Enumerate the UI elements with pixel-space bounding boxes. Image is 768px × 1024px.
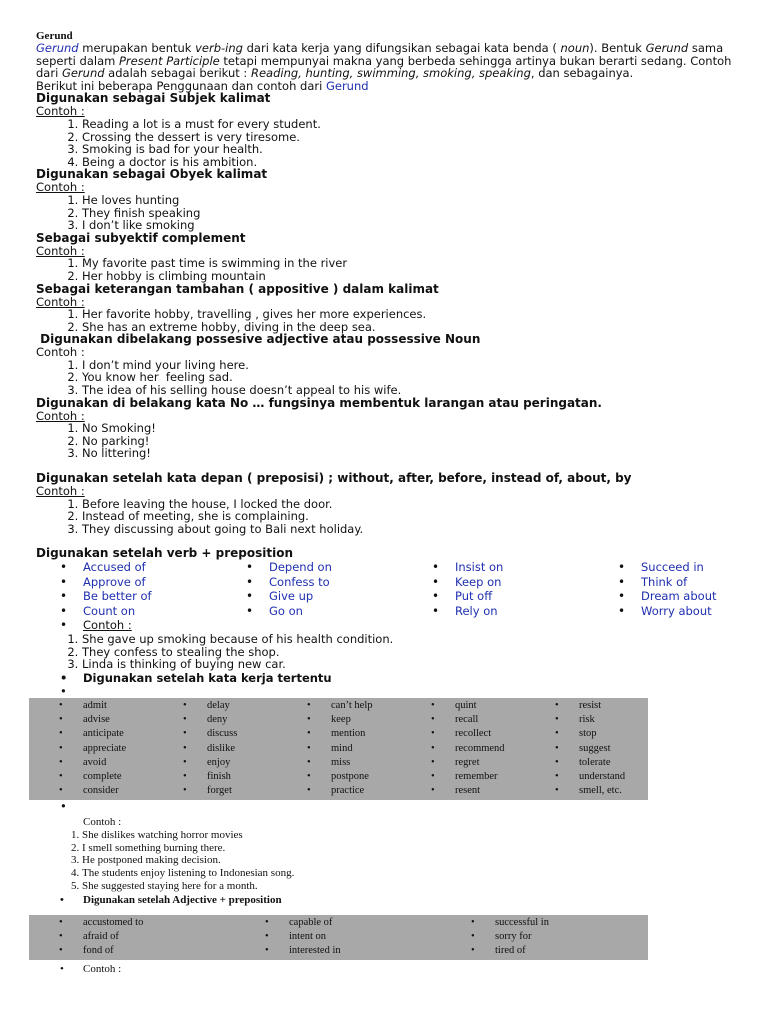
list-item: 3. They discussing about going to Bali next holiday. — [82, 523, 736, 536]
list-item: 2. Instead of meeting, she is complaining. — [82, 510, 736, 523]
list-item: 1. My favorite past time is swimming in the river — [82, 257, 736, 270]
page-title: Gerund — [36, 30, 73, 42]
list-item: • quint — [401, 699, 525, 713]
list-item: • resent — [401, 784, 525, 798]
list-item: • risk — [525, 713, 648, 727]
list-item: 1. He loves hunting — [82, 194, 736, 207]
contoh-label: • Contoh : — [36, 618, 222, 633]
example-list — [36, 257, 736, 282]
section-heading: Digunakan setelah kata depan ( preposisi) ; without, after, before, instead of, about, by — [36, 471, 632, 486]
section-heading: Sebagai keterangan tambahan ( appositive ) dalam kalimat — [36, 281, 439, 296]
list-item: • Approve of — [36, 575, 222, 590]
list-item: • admit — [29, 699, 153, 713]
adjective-list-box — [29, 915, 648, 960]
list-item: 2. I smell something burning there. — [82, 842, 736, 855]
list-item: • keep — [277, 713, 401, 727]
list-item: • Count on — [36, 604, 222, 619]
list-item: • miss — [277, 756, 401, 770]
list-item: • avoid — [29, 756, 153, 770]
example-list — [36, 308, 736, 333]
example-list — [36, 194, 736, 232]
list-item: • Think of — [594, 575, 734, 590]
example-list — [36, 422, 736, 460]
list-item: • complete — [29, 770, 153, 784]
list-item: • remember — [401, 770, 525, 784]
list-item: 4. Being a doctor is his ambition. — [82, 156, 736, 169]
list-item: • recommend — [401, 742, 525, 756]
list-item: 3. I don’t like smoking — [82, 219, 736, 232]
list-item: • discuss — [153, 727, 277, 741]
list-item: 3. Linda is thinking of buying new car. — [82, 658, 736, 671]
list-item: 1. She gave up smoking because of his health condition. — [82, 633, 736, 646]
contoh-label: Contoh : — [36, 243, 85, 258]
contoh-label: Contoh : — [83, 815, 122, 828]
list-item: 1. She dislikes watching horror movies — [82, 829, 736, 842]
list-item: 2. She has an extreme hobby, diving in the deep sea. — [82, 321, 736, 334]
list-item: 2. No parking! — [82, 435, 736, 448]
list-item: • smell, etc. — [525, 784, 648, 798]
list-item: 1. Her favorite hobby, travelling , gives her more experiences. — [82, 308, 736, 321]
list-item: • Rely on — [408, 604, 594, 619]
list-item: • successful in — [441, 916, 648, 930]
list-item: • interested in — [235, 944, 441, 958]
list-item: 1. No Smoking! — [82, 422, 736, 435]
list-item: • advise — [29, 713, 153, 727]
example-list — [36, 633, 736, 671]
list-item: • stop — [525, 727, 648, 741]
list-item: 5. She suggested staying here for a month. — [82, 880, 736, 893]
list-item: • dislike — [153, 742, 277, 756]
list-item: • mention — [277, 727, 401, 741]
empty-bullet — [36, 800, 736, 813]
list-item: • resist — [525, 699, 648, 713]
list-item: • Be better of — [36, 589, 222, 604]
document-page — [36, 30, 736, 976]
list-item: • understand — [525, 770, 648, 784]
list-item: • afraid of — [29, 930, 235, 944]
list-item: 3. Smoking is bad for your health. — [82, 143, 736, 156]
list-item: • tolerate — [525, 756, 648, 770]
list-item: • Insist on — [408, 560, 594, 575]
contoh-label: Contoh : — [36, 180, 85, 195]
list-item: • Give up — [222, 589, 408, 604]
list-item: • sorry for — [441, 930, 648, 944]
list-item: • deny — [153, 713, 277, 727]
list-item: 2. Crossing the dessert is very tiresome. — [82, 131, 736, 144]
verb-grid — [29, 699, 648, 799]
list-item: • can’t help — [277, 699, 401, 713]
list-item: • Go on — [222, 604, 408, 619]
list-item: 1. Before leaving the house, I locked the door. — [82, 498, 736, 511]
verb-preposition-grid — [36, 560, 736, 633]
list-item: 1. Reading a lot is a must for every student. — [82, 118, 736, 131]
list-item: • Put off — [408, 589, 594, 604]
list-item: 2. You know her feeling sad. — [82, 371, 736, 384]
contoh-label: • Contoh : — [36, 962, 736, 976]
intro-usage-line: Berikut ini beberapa Penggunaan dan contoh dari Gerund — [36, 78, 369, 93]
empty-bullet — [36, 685, 736, 698]
contoh-label: Contoh : — [36, 408, 85, 423]
list-item: • anticipate — [29, 727, 153, 741]
example-list-wrapper — [36, 829, 736, 893]
list-item: • Dream about — [594, 589, 734, 604]
list-item: 2. They confess to stealing the shop. — [82, 646, 736, 659]
list-item: 3. The idea of his selling house doesn’t appeal to his wife. — [82, 384, 736, 397]
list-item: • enjoy — [153, 756, 277, 770]
list-item: • postpone — [277, 770, 401, 784]
list-item: • intent on — [235, 930, 441, 944]
contoh-label: Contoh : — [36, 104, 85, 119]
list-item: • delay — [153, 699, 277, 713]
example-list — [36, 498, 736, 536]
list-item: • Confess to — [222, 575, 408, 590]
section-heading: Digunakan dibelakang possesive adjective atau possessive Noun — [36, 332, 481, 347]
contoh-label: Contoh : — [36, 294, 85, 309]
list-item: • appreciate — [29, 742, 153, 756]
list-item: • consider — [29, 784, 153, 798]
section-heading: Digunakan di belakang kata No … fungsinya membentuk larangan atau peringatan. — [36, 395, 602, 410]
section-heading: Digunakan sebagai Obyek kalimat — [36, 167, 268, 182]
list-item: 4. The students enjoy listening to Indonesian song. — [82, 867, 736, 880]
list-item: • regret — [401, 756, 525, 770]
section-heading: Sebagai subyektif complement — [36, 230, 246, 245]
list-item: • recollect — [401, 727, 525, 741]
list-item: • tired of — [441, 944, 648, 958]
list-item: • Succeed in — [594, 560, 734, 575]
section-heading: • Digunakan setelah Adjective + preposition — [36, 893, 736, 907]
list-item: • Worry about — [594, 604, 734, 619]
list-item: 3. He postponed making decision. — [82, 854, 736, 867]
list-item: • Accused of — [36, 560, 222, 575]
example-list — [36, 359, 736, 397]
section-heading: Digunakan setelah verb + preposition — [36, 546, 293, 561]
list-item: • mind — [277, 742, 401, 756]
contoh-label: Contoh : — [36, 345, 85, 360]
example-list — [36, 829, 736, 893]
list-item: 2. Her hobby is climbing mountain — [82, 270, 736, 283]
list-item: • practice — [277, 784, 401, 798]
list-item: • fond of — [29, 944, 235, 958]
list-item: • recall — [401, 713, 525, 727]
verb-list-box — [29, 698, 648, 800]
contoh-label: Contoh : — [36, 484, 85, 499]
list-item: • capable of — [235, 916, 441, 930]
section-heading: • Digunakan setelah kata kerja tertentu — [36, 671, 736, 685]
list-item: • finish — [153, 770, 277, 784]
list-item: • forget — [153, 784, 277, 798]
list-item: 3. No littering! — [82, 447, 736, 460]
list-item: • Keep on — [408, 575, 594, 590]
intro-paragraph: Gerund merupakan bentuk verb-ing dari kata kerja yang difungsikan sebagai kata benda ( noun). Bentuk Gerund sama seperti dalam Present Participle tetapi mempunyai makna yang berbeda sehingga artinya bukan berarti sedang. Contoh dari Gerund adalah sebagai berikut : Reading, hunting, swimming, smoking, speaking, dan sebagainya. — [36, 41, 732, 81]
gerund-term: Gerund — [36, 41, 79, 55]
example-list — [36, 118, 736, 168]
section-heading: Digunakan sebagai Subjek kalimat — [36, 91, 271, 106]
list-item: • accustomed to — [29, 916, 235, 930]
adjective-grid — [29, 916, 648, 959]
list-item: 1. I don’t mind your living here. — [82, 359, 736, 372]
list-item: • suggest — [525, 742, 648, 756]
list-item: • Depend on — [222, 560, 408, 575]
list-item: 2. They finish speaking — [82, 207, 736, 220]
